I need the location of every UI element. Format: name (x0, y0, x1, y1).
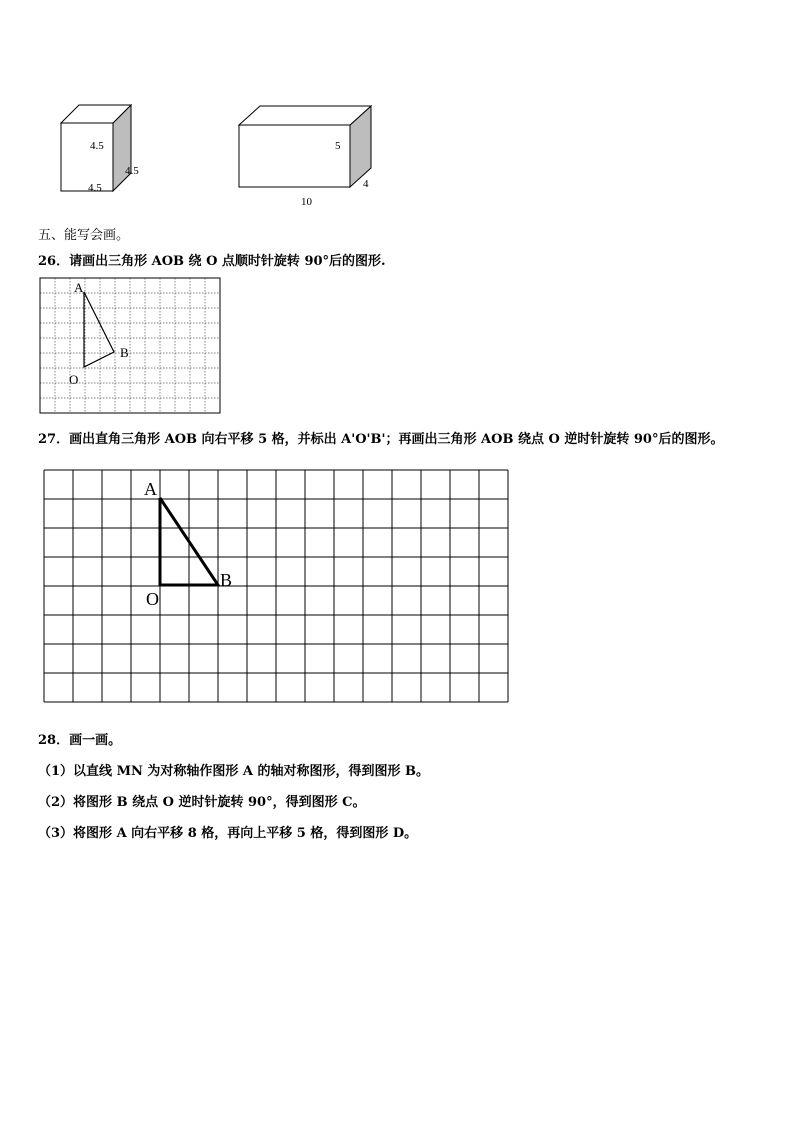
cube-bottom-label: 4.5 (88, 182, 102, 194)
cuboid-figure (230, 95, 380, 210)
q26-label-b: B (120, 345, 129, 360)
q27-text: 27．画出直角三角形 AOB 向右平移 5 格，并标出 A'O'B'；再画出三角形 AOB 绕点 O 逆时针旋转 90°后的图形。 (38, 432, 724, 447)
cube-front-label: 4.5 (90, 140, 104, 152)
q26-triangle-aob (84, 292, 114, 367)
q26-text: 26．请画出三角形 AOB 绕 O 点顺时针旋转 90°后的图形. (38, 254, 386, 269)
q27-grid (44, 470, 508, 702)
q28-item-2: （2）将图形 B 绕点 O 逆时针旋转 90°，得到图形 C。 (38, 795, 366, 810)
cuboid-top-face (239, 106, 371, 125)
cuboid-front-face (239, 125, 350, 187)
q28-title: 28．画一画。 (38, 733, 122, 748)
q26-grid-figure (39, 277, 221, 415)
cuboid-length-label: 10 (301, 196, 312, 208)
cuboid-depth-label: 4 (363, 178, 369, 190)
cube-front-face (61, 123, 113, 191)
cube-figure (50, 95, 160, 200)
q26-label-a: A (74, 280, 84, 295)
section-title: 五、能写会画。 (38, 228, 130, 243)
q28-item-1: （1）以直线 MN 为对称轴作图形 A 的轴对称图形，得到图形 B。 (38, 764, 430, 779)
q27-label-o: O (146, 589, 159, 609)
cuboid-height-label: 5 (335, 140, 341, 152)
q28-item-3: （3）将图形 A 向右平移 8 格，再向上平移 5 格，得到图形 D。 (38, 826, 418, 841)
cube-side-label: 4.5 (125, 165, 139, 177)
q27-grid-figure (43, 469, 510, 703)
q26-label-o: O (69, 372, 79, 387)
q27-label-a: A (144, 479, 157, 499)
q27-label-b: B (220, 570, 233, 590)
q26-grid (40, 278, 220, 413)
